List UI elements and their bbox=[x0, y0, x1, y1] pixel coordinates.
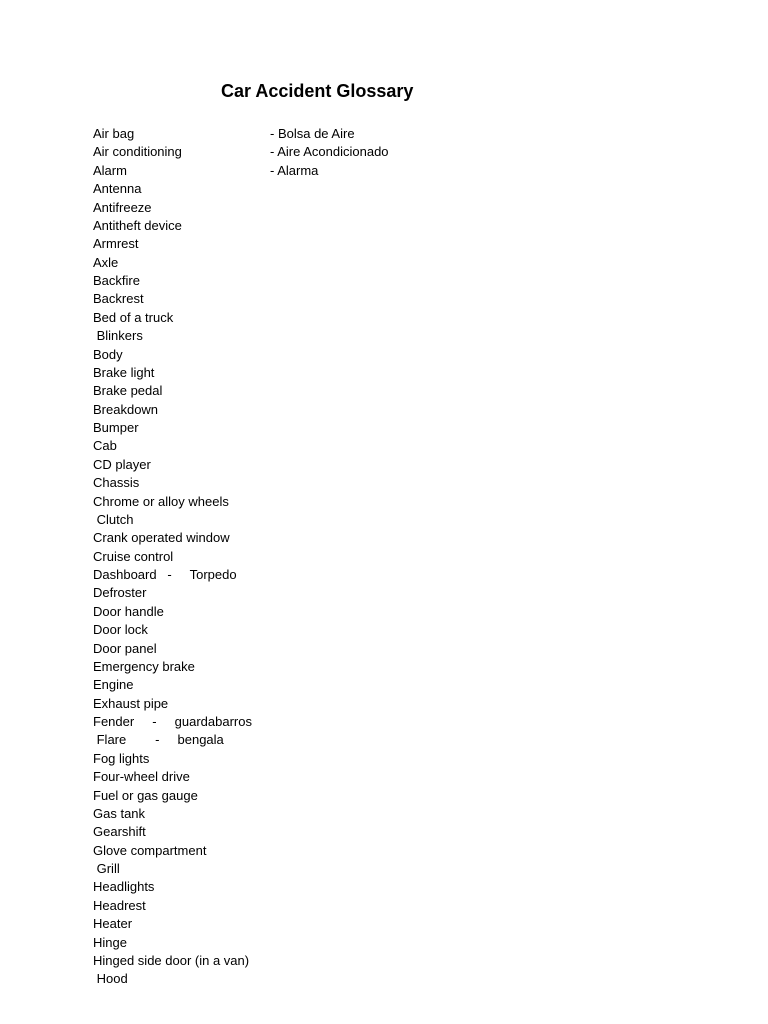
glossary-entry bbox=[93, 695, 753, 713]
glossary-list bbox=[93, 125, 753, 989]
glossary-entry bbox=[93, 860, 753, 878]
glossary-entry bbox=[93, 364, 753, 382]
glossary-term: Armrest bbox=[93, 236, 139, 252]
glossary-entry bbox=[93, 603, 753, 621]
glossary-term: Gearshift bbox=[93, 824, 146, 840]
glossary-term: Bed of a truck bbox=[93, 309, 174, 325]
glossary-entry bbox=[93, 934, 753, 952]
glossary-term: Gas tank bbox=[93, 805, 146, 821]
glossary-term: Clutch bbox=[93, 511, 134, 527]
glossary-term: Glove compartment bbox=[93, 842, 207, 858]
glossary-entry bbox=[93, 437, 753, 455]
glossary-term: Grill bbox=[93, 861, 120, 876]
glossary-translation: - Alarma bbox=[270, 162, 319, 178]
glossary-term: Cruise control bbox=[93, 548, 174, 564]
glossary-term: Air bag bbox=[93, 126, 135, 141]
glossary-entry bbox=[93, 805, 753, 823]
glossary-entry bbox=[93, 346, 753, 364]
glossary-entry bbox=[93, 915, 753, 933]
glossary-term: Hinge bbox=[93, 934, 127, 950]
glossary-entry bbox=[93, 621, 753, 639]
glossary-entry bbox=[93, 217, 753, 235]
glossary-entry bbox=[93, 143, 753, 161]
glossary-term: Cab bbox=[93, 438, 117, 454]
document-title: Car Accident Glossary bbox=[221, 81, 414, 101]
glossary-entry bbox=[93, 584, 753, 602]
glossary-term: Headrest bbox=[93, 897, 146, 913]
glossary-term: Fender - guardabarros bbox=[93, 714, 252, 729]
glossary-entry bbox=[93, 878, 753, 896]
glossary-term: Bumper bbox=[93, 420, 139, 435]
glossary-entry bbox=[93, 823, 753, 841]
glossary-term: Engine bbox=[93, 677, 134, 693]
glossary-entry bbox=[93, 199, 753, 217]
glossary-entry bbox=[93, 676, 753, 694]
glossary-term: Flare - bengala bbox=[93, 732, 224, 748]
glossary-term: Chassis bbox=[93, 475, 140, 491]
glossary-term: Fog lights bbox=[93, 750, 150, 766]
glossary-entry bbox=[93, 548, 753, 566]
glossary-entry bbox=[93, 235, 753, 253]
glossary-term: Brake pedal bbox=[93, 383, 163, 399]
glossary-entry bbox=[93, 327, 753, 345]
glossary-term: Fuel or gas gauge bbox=[93, 787, 198, 803]
glossary-entry bbox=[93, 456, 753, 474]
glossary-entry bbox=[93, 125, 753, 143]
glossary-term: Brake light bbox=[93, 364, 155, 380]
glossary-term: Chrome or alloy wheels bbox=[93, 493, 229, 509]
glossary-translation: - Aire Acondicionado bbox=[270, 144, 389, 160]
glossary-term: Hinged side door (in a van) bbox=[93, 952, 250, 968]
glossary-entry bbox=[93, 952, 753, 970]
glossary-term: Backfire bbox=[93, 273, 140, 288]
glossary-term: Backrest bbox=[93, 291, 144, 307]
glossary-term: Headlights bbox=[93, 879, 155, 895]
glossary-term: Dashboard - Torpedo bbox=[93, 567, 237, 582]
glossary-entry bbox=[93, 768, 753, 786]
glossary-term: Exhaust pipe bbox=[93, 695, 169, 711]
glossary-term: Alarm bbox=[93, 162, 127, 178]
glossary-term: Four-wheel drive bbox=[93, 769, 190, 785]
glossary-entry bbox=[93, 731, 753, 749]
glossary-entry bbox=[93, 180, 753, 198]
glossary-entry bbox=[93, 474, 753, 492]
glossary-term: CD player bbox=[93, 456, 151, 472]
glossary-entry bbox=[93, 309, 753, 327]
glossary-term: Breakdown bbox=[93, 401, 159, 417]
glossary-term: Air conditioning bbox=[93, 144, 182, 160]
glossary-entry bbox=[93, 713, 753, 731]
glossary-entry bbox=[93, 750, 753, 768]
glossary-entry bbox=[93, 842, 753, 860]
glossary-term: Hood bbox=[93, 971, 128, 987]
glossary-entry bbox=[93, 290, 753, 308]
glossary-term: Axle bbox=[93, 254, 119, 270]
glossary-term: Door handle bbox=[93, 603, 164, 619]
glossary-entry bbox=[93, 493, 753, 511]
glossary-entry bbox=[93, 401, 753, 419]
glossary-entry bbox=[93, 529, 753, 547]
glossary-term: Blinkers bbox=[93, 328, 143, 344]
glossary-term: Body bbox=[93, 346, 123, 362]
glossary-term: Door lock bbox=[93, 622, 148, 638]
glossary-entry bbox=[93, 897, 753, 915]
glossary-entry bbox=[93, 162, 753, 180]
glossary-term: Emergency brake bbox=[93, 658, 195, 674]
glossary-entry bbox=[93, 382, 753, 400]
glossary-entry bbox=[93, 970, 753, 988]
glossary-term: Crank operated window bbox=[93, 530, 230, 546]
glossary-term: Antitheft device bbox=[93, 217, 182, 233]
glossary-entry bbox=[93, 511, 753, 529]
glossary-term: Antenna bbox=[93, 181, 142, 197]
glossary-term: Antifreeze bbox=[93, 199, 152, 215]
glossary-entry bbox=[93, 787, 753, 805]
glossary-entry bbox=[93, 658, 753, 676]
glossary-translation: - Bolsa de Aire bbox=[270, 126, 355, 141]
glossary-entry bbox=[93, 419, 753, 437]
glossary-term: Door panel bbox=[93, 640, 157, 656]
glossary-term: Heater bbox=[93, 916, 133, 932]
glossary-entry bbox=[93, 254, 753, 272]
glossary-entry bbox=[93, 566, 753, 584]
glossary-term: Defroster bbox=[93, 585, 147, 601]
glossary-entry bbox=[93, 272, 753, 290]
glossary-entry bbox=[93, 640, 753, 658]
